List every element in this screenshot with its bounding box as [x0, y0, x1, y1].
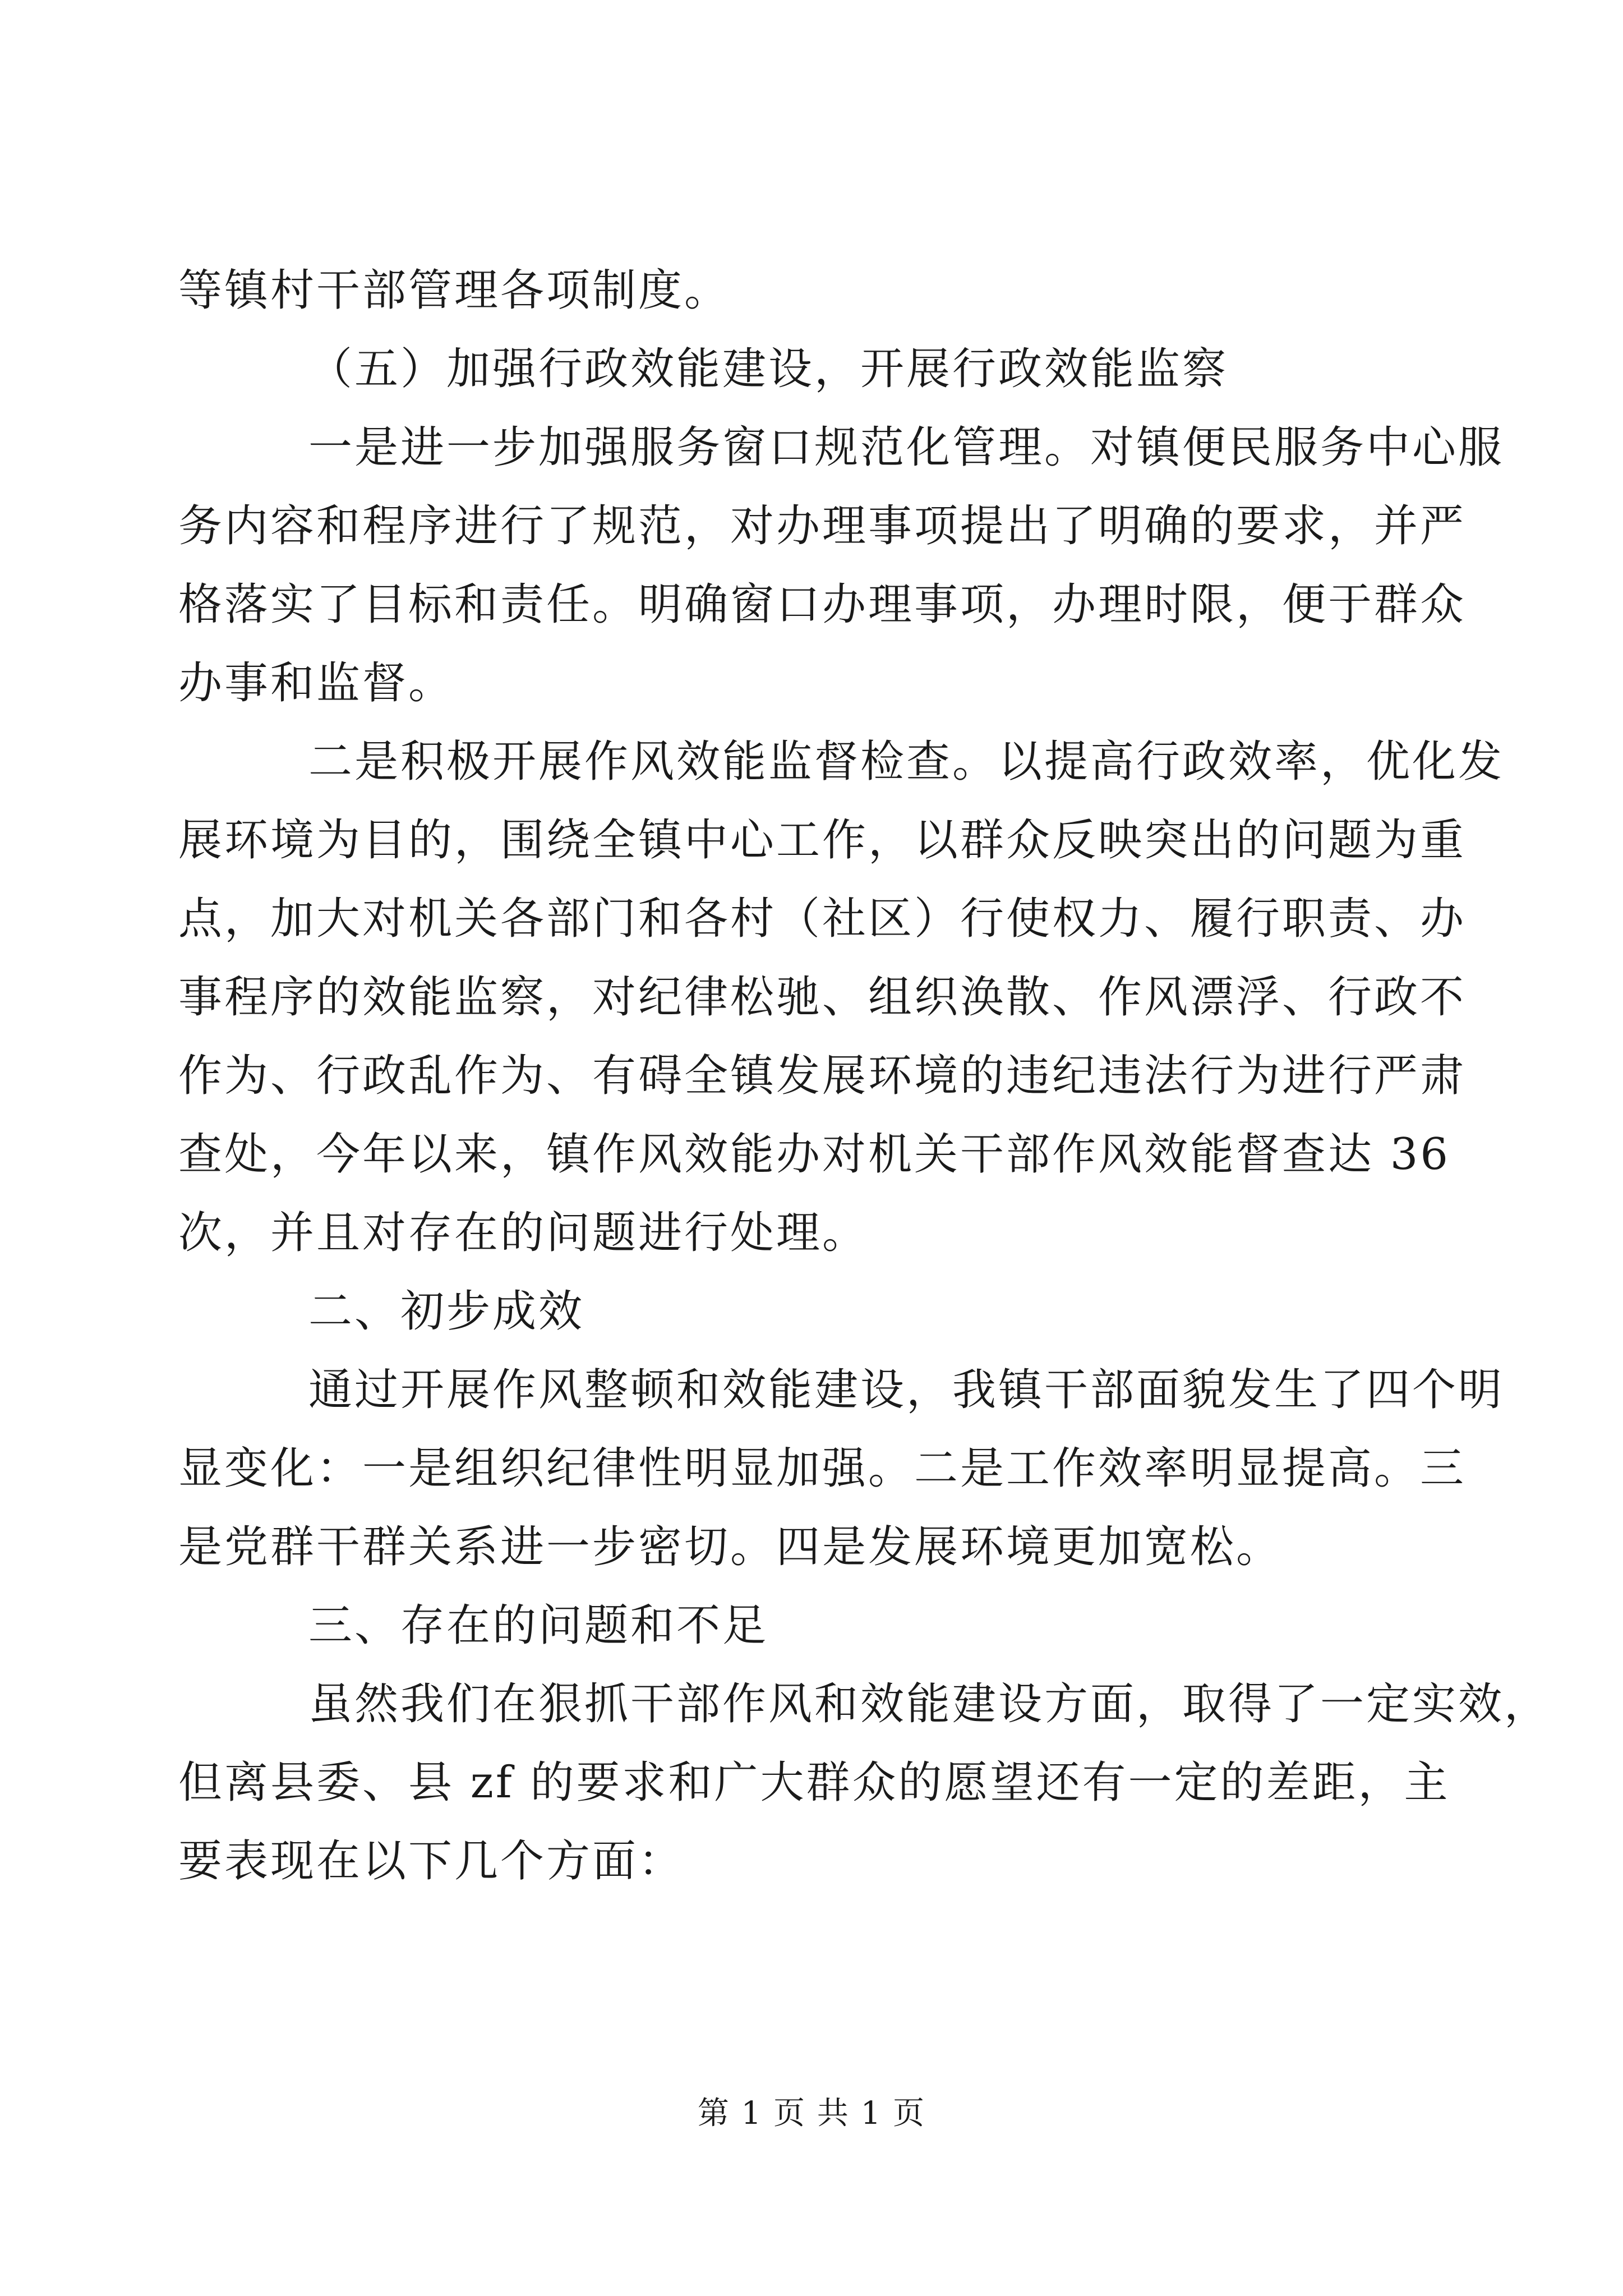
text-line: 显变化：一是组织纪律性明显加强。二是工作效率明显提高。三: [178, 1443, 1467, 1494]
text-line: 作为、行政乱作为、有碍全镇发展环境的违纪违法行为进行严肃: [178, 1051, 1467, 1101]
text-line: 查处，今年以来，镇作风效能办对机关干部作风效能督查达 36: [178, 1129, 1451, 1180]
text-line: 次，并且对存在的问题进行处理。: [178, 1208, 869, 1258]
text-line: 格落实了目标和责任。明确窗口办理事项，办理时限，便于群众: [178, 579, 1467, 630]
page-footer: 第 1 页 共 1 页: [697, 2095, 926, 2132]
section-heading: （五）加强行政效能建设，开展行政效能监察: [308, 344, 1229, 394]
text-line: 事程序的效能监察，对纪律松驰、组织涣散、作风漂浮、行政不: [178, 972, 1467, 1023]
text-line: 务内容和程序进行了规范，对办理事项提出了明确的要求，并严: [178, 501, 1467, 551]
text-line: 等镇村干部管理各项制度。: [178, 265, 731, 316]
section-heading: 三、存在的问题和不足: [308, 1600, 769, 1651]
text-line: 一是进一步加强服务窗口规范化管理。对镇便民服务中心服: [308, 422, 1505, 473]
section-heading: 二、初步成效: [308, 1286, 585, 1337]
document-body: [178, 251, 1551, 1901]
text-line: 办事和监督。: [178, 658, 455, 708]
text-line: 展环境为目的，围绕全镇中心工作，以群众反映突出的问题为重: [178, 815, 1467, 866]
text-line: 要表现在以下几个方面：: [178, 1836, 685, 1887]
text-line: 是党群干群关系进一步密切。四是发展环境更加宽松。: [178, 1522, 1283, 1572]
text-line: 点，加大对机关各部门和各村（社区）行使权力、履行职责、办: [178, 894, 1467, 944]
text-line: 虽然我们在狠抓干部作风和效能建设方面，取得了一定实效，: [308, 1679, 1551, 1729]
text-line: 通过开展作风整顿和效能建设，我镇干部面貌发生了四个明: [308, 1365, 1505, 1415]
text-line: 但离县委、县 zf 的要求和广大群众的愿望还有一定的差距，主: [178, 1757, 1450, 1808]
text-line: 二是积极开展作风效能监督检查。以提高行政效率，优化发: [308, 737, 1505, 787]
